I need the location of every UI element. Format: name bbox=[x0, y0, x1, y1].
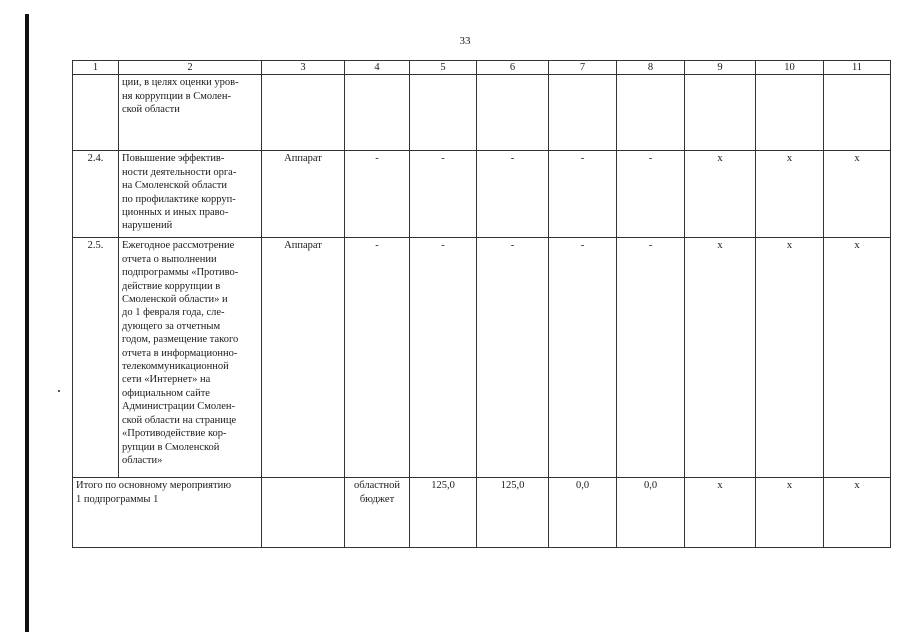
row-col-5: - bbox=[410, 151, 477, 238]
description-line: дующего за отчетным bbox=[122, 320, 221, 332]
row-col-5: - bbox=[410, 238, 477, 478]
row-description bbox=[119, 238, 262, 478]
description-line: области» bbox=[122, 454, 163, 466]
header-col-9: 9 bbox=[685, 61, 756, 75]
total-source-line: областной bbox=[354, 480, 400, 492]
description-line: ционных и иных право- bbox=[122, 207, 229, 219]
row-col-6: - bbox=[477, 238, 549, 478]
total-label-line: 1 подпрограммы 1 bbox=[76, 493, 159, 505]
description-line: отчета в информационно- bbox=[122, 347, 238, 359]
table-row-2-4 bbox=[73, 151, 891, 238]
total-col-8: 0,0 bbox=[617, 478, 685, 548]
total-col-9: х bbox=[685, 478, 756, 548]
row-col-11 bbox=[824, 75, 891, 151]
row-executor bbox=[262, 75, 345, 151]
row-col-7 bbox=[549, 75, 617, 151]
row-col-9: х bbox=[685, 238, 756, 478]
row-executor: Аппарат bbox=[262, 238, 345, 478]
row-col-9 bbox=[685, 75, 756, 151]
description-line: Ежегодное рассмотрение bbox=[122, 240, 235, 252]
row-source: - bbox=[345, 238, 410, 478]
row-col-5 bbox=[410, 75, 477, 151]
total-col-5: 125,0 bbox=[410, 478, 477, 548]
description-line: до 1 февраля года, сле- bbox=[122, 307, 225, 319]
description-line: ции, в целях оценки уров- bbox=[122, 77, 239, 89]
row-col-10: х bbox=[756, 151, 824, 238]
row-source: - bbox=[345, 151, 410, 238]
total-source bbox=[345, 478, 410, 548]
header-col-11: 11 bbox=[824, 61, 891, 75]
row-col-6 bbox=[477, 75, 549, 151]
header-col-5: 5 bbox=[410, 61, 477, 75]
program-table bbox=[72, 60, 891, 548]
scan-binding-edge bbox=[25, 14, 29, 632]
header-col-10: 10 bbox=[756, 61, 824, 75]
description-line: «Противодействие кор- bbox=[122, 428, 227, 440]
total-label-line: Итого по основному мероприятию bbox=[76, 480, 232, 492]
total-executor bbox=[262, 478, 345, 548]
row-col-7: - bbox=[549, 151, 617, 238]
header-col-1: 1 bbox=[73, 61, 119, 75]
description-line: ской области bbox=[122, 104, 180, 116]
description-line: сети «Интернет» на bbox=[122, 374, 211, 386]
row-executor: Аппарат bbox=[262, 151, 345, 238]
description-line: нарушений bbox=[122, 220, 173, 232]
header-col-6: 6 bbox=[477, 61, 549, 75]
column-number-row bbox=[73, 61, 891, 75]
row-col-10 bbox=[756, 75, 824, 151]
header-col-7: 7 bbox=[549, 61, 617, 75]
table-row-total bbox=[73, 478, 891, 548]
description-line: подпрограммы «Противо- bbox=[122, 267, 239, 279]
description-line: действие коррупции в bbox=[122, 280, 221, 292]
header-col-3: 3 bbox=[262, 61, 345, 75]
row-col-7: - bbox=[549, 238, 617, 478]
description-line: ности деятельности орга- bbox=[122, 166, 237, 178]
description-line: телекоммуникационной bbox=[122, 361, 229, 373]
row-col-8: - bbox=[617, 238, 685, 478]
description-line: Повышение эффектив- bbox=[122, 153, 225, 165]
row-col-8 bbox=[617, 75, 685, 151]
description-line: годом, размещение такого bbox=[122, 334, 239, 346]
total-label bbox=[73, 478, 262, 548]
header-col-8: 8 bbox=[617, 61, 685, 75]
row-col-6: - bbox=[477, 151, 549, 238]
row-source bbox=[345, 75, 410, 151]
row-col-8: - bbox=[617, 151, 685, 238]
table-row-continuation bbox=[73, 75, 891, 151]
page-number: 33 bbox=[459, 35, 471, 47]
row-number: 2.5. bbox=[73, 238, 119, 478]
total-col-10: х bbox=[756, 478, 824, 548]
description-line: Смоленской области» и bbox=[122, 294, 228, 306]
description-line: рупции в Смоленской bbox=[122, 441, 220, 453]
total-col-7: 0,0 bbox=[549, 478, 617, 548]
scan-artifact-dot bbox=[58, 390, 60, 392]
row-col-11: х bbox=[824, 238, 891, 478]
description-line: ской области на странице bbox=[122, 414, 237, 426]
description-line: официальном сайте bbox=[122, 387, 210, 399]
row-number: 2.4. bbox=[73, 151, 119, 238]
total-col-6: 125,0 bbox=[477, 478, 549, 548]
row-col-11: х bbox=[824, 151, 891, 238]
total-source-line: бюджет bbox=[359, 493, 395, 505]
description-line: по профилактике корруп- bbox=[122, 193, 236, 205]
description-line: на Смоленской области bbox=[122, 180, 228, 192]
row-col-9: х bbox=[685, 151, 756, 238]
description-line: Администрации Смолен- bbox=[122, 401, 235, 413]
row-number bbox=[73, 75, 119, 151]
row-col-10: х bbox=[756, 238, 824, 478]
row-description bbox=[119, 151, 262, 238]
table-row-2-5 bbox=[73, 238, 891, 478]
description-line: ня коррупции в Смолен- bbox=[122, 90, 231, 102]
description-line: отчета о выполнении bbox=[122, 253, 217, 265]
row-description bbox=[119, 75, 262, 151]
total-col-11: х bbox=[824, 478, 891, 548]
header-col-2: 2 bbox=[119, 61, 262, 75]
header-col-4: 4 bbox=[345, 61, 410, 75]
